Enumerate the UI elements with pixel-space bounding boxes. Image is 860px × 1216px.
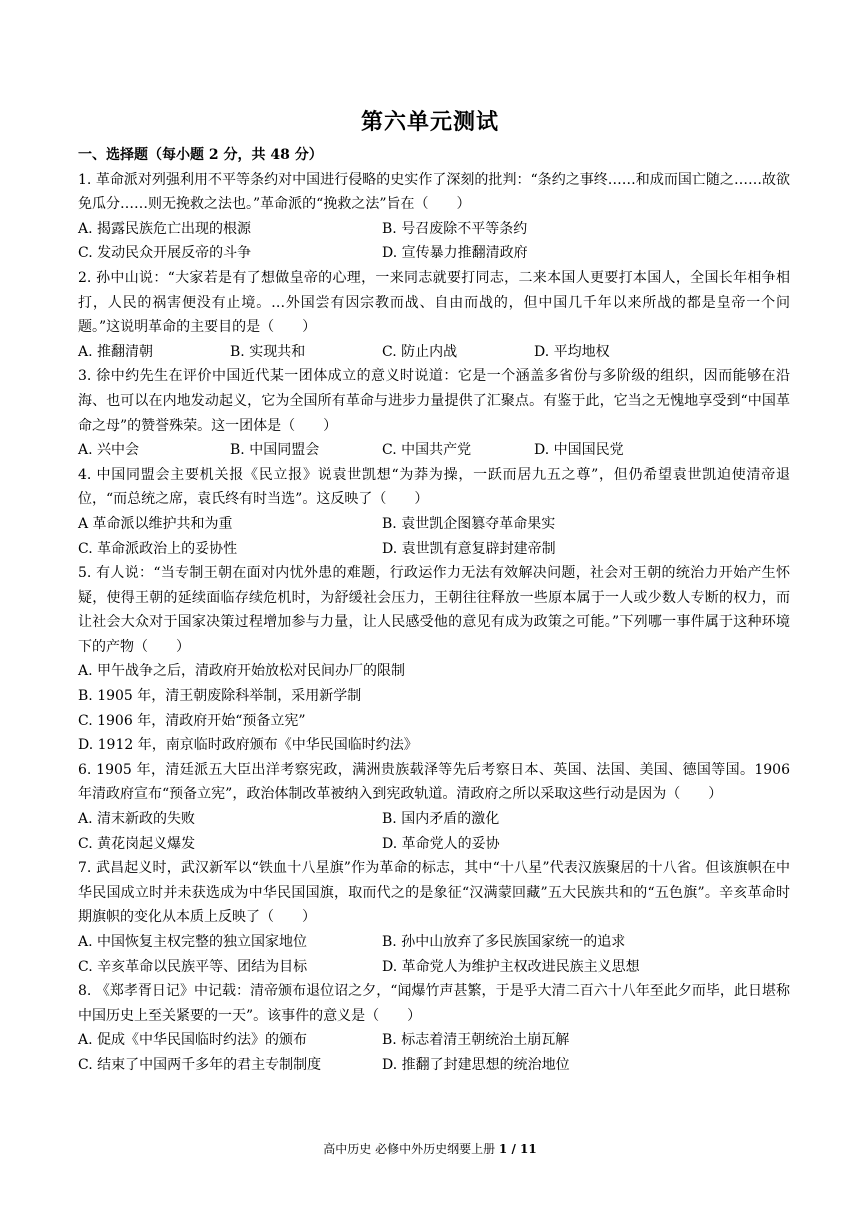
option-b: B. 号召废除不平等条约 — [382, 220, 528, 237]
option-c: C. 发动民众开展反帝的斗争 — [78, 245, 252, 262]
option-b: B. 标志着清王朝统治土崩瓦解 — [382, 1032, 570, 1049]
page-number: 1 / 11 — [498, 1142, 537, 1156]
option-a: A. 清末新政的失败 — [78, 811, 196, 828]
option-d: D. 袁世凯有意复辟封建帝制 — [382, 540, 556, 557]
option-d: D. 革命党人为维护主权改进民族主义思想 — [382, 958, 640, 975]
question-6 — [78, 758, 790, 856]
option-c: C. 革命派政治上的妥协性 — [78, 540, 238, 557]
option-b: B. 孙中山放弃了多民族国家统一的追求 — [382, 934, 626, 950]
exam-content — [78, 143, 790, 1078]
option-d: D. 1912 年，南京临时政府颁布《中华民国临时约法》 — [78, 737, 418, 754]
option-c: C. 中国共产党 — [382, 442, 472, 459]
question-stem: 7. 武昌起义时，武汉新军以“铁血十八星旗”作为革命的标志，其中“十八星”代表汉族聚居的十八省。但该旗帜在中华民国成立时并未获选成为中华民国国旗，取而代之的是象征“汉满蒙回藏”五大民族共和的“五色旗”。辛亥革命时期旗帜的变化从本质上反映了（ ） — [78, 860, 790, 926]
option-b: B. 袁世凯企图篡夺革命果实 — [382, 515, 556, 532]
question-1 — [78, 168, 790, 266]
option-d: D. 平均地权 — [534, 343, 610, 360]
question-stem: 3. 徐中约先生在评价中国近代某一团体成立的意义时说道：它是一个涵盖多省份与多阶级的组织，因而能够在沿海、也可以在内地发动起义，它为全国所有革命与进步力量提供了汇聚点。有鉴于此，它当之无愧地享受到“中国革命之母”的赞誉殊荣。这一团体是（ ） — [78, 368, 790, 434]
options — [78, 1028, 790, 1077]
option-a: A. 甲午战争之后，清政府开始放松对民间办厂的限制 — [78, 663, 406, 680]
question-4 — [78, 463, 790, 561]
options — [78, 217, 790, 266]
options — [78, 438, 790, 463]
option-a: A. 促成《中华民国临时约法》的颁布 — [78, 1032, 308, 1049]
footer-course: 高中历史 必修中外历史纲要上册 — [323, 1142, 499, 1156]
question-5 — [78, 561, 790, 758]
option-c: C. 结束了中国两千多年的君主专制制度 — [78, 1056, 322, 1073]
question-stem: 8. 《郑孝胥日记》中记载：清帝颁布退位诏之夕，“闻爆竹声甚繁，于是乎大清二百六十八年至此夕而毕，此日堪称中国历史上至关紧要的一天”。该事件的意义是（ ） — [78, 983, 790, 1024]
section-heading: 一、选择题（每小题 2 分，共 48 分） — [78, 147, 323, 163]
option-a: A. 中国恢复主权完整的独立国家地位 — [78, 934, 308, 950]
option-a: A. 推翻清朝 — [78, 343, 154, 360]
question-3 — [78, 364, 790, 462]
option-b: B. 实现共和 — [230, 343, 306, 360]
options — [78, 930, 790, 979]
page-title: 第六单元测试 — [360, 109, 499, 135]
option-a: A 革命派以维护共和为重 — [78, 515, 233, 532]
question-7 — [78, 856, 790, 979]
question-stem: 1. 革命派对列强利用不平等条约对中国进行侵略的史实作了深刻的批判：“条约之事终……和成而国亡随之……故欲免瓜分……则无挽救之法也。”革命派的“挽救之法”旨在（ ） — [78, 171, 790, 213]
options — [78, 340, 790, 365]
options — [78, 807, 790, 856]
option-d: D. 宣传暴力推翻清政府 — [382, 245, 528, 262]
question-stem: 4. 中国同盟会主要机关报《民立报》说袁世凯想“为莽为操，一跃而居九五之尊”，但仍希望袁世凯迫使清帝退位，“而总统之席，袁氏终有时当选”。这反映了（ ） — [78, 466, 790, 508]
question-2 — [78, 266, 790, 364]
page-footer — [0, 1140, 860, 1157]
option-c: C. 黄花岗起义爆发 — [78, 835, 196, 852]
option-a: A. 兴中会 — [78, 442, 140, 459]
question-stem: 5. 有人说：“当专制王朝在面对内忧外患的难题，行政运作力无法有效解决问题，社会对王朝的统治力开始产生怀疑，使得王朝的延续面临存续危机时，为舒缓社会压力，王朝往往释放一些原本属于一人或少数人专断的权力，而让社会大众对于国家决策过程增加参与力量，让人民感受他的意见有成为政策之可能。”下列哪一事件属于这种环境下的产物（ ） — [78, 565, 790, 655]
option-c: C. 防止内战 — [382, 343, 458, 360]
option-d: D. 推翻了封建思想的统治地位 — [382, 1056, 570, 1073]
question-stem: 2. 孙中山说：“大家若是有了想做皇帝的心理，一来同志就要打同志，二来本国人更要打本国人，全国长年相争相打，人民的祸害便没有止境。…外国尝有因宗教而战、自由而战的，但中国几千年以来所战的都是皇帝一个问题。”这说明革命的主要目的是（ ） — [78, 269, 790, 336]
option-b: B. 中国同盟会 — [230, 442, 320, 459]
option-b: B. 国内矛盾的激化 — [382, 811, 500, 828]
question-8 — [78, 979, 790, 1077]
option-c: C. 辛亥革命以民族平等、团结为目标 — [78, 958, 308, 975]
option-d: D. 革命党人的妥协 — [382, 835, 500, 852]
options — [78, 659, 790, 757]
question-stem: 6. 1905 年，清廷派五大臣出洋考察宪政，满洲贵族载泽等先后考察日本、英国、法国、美国、德国等国。1906 年清政府宣布“预备立宪”，政治体制改革被纳入到宪政轨道。清政府之所以采取这些行动是因为（ ） — [78, 761, 790, 803]
option-d: D. 中国国民党 — [534, 442, 624, 459]
options — [78, 512, 790, 561]
option-c: C. 1906 年，清政府开始“预备立宪” — [78, 712, 306, 729]
option-b: B. 1905 年，清王朝废除科举制，采用新学制 — [78, 688, 362, 705]
option-a: A. 揭露民族危亡出现的根源 — [78, 220, 252, 237]
